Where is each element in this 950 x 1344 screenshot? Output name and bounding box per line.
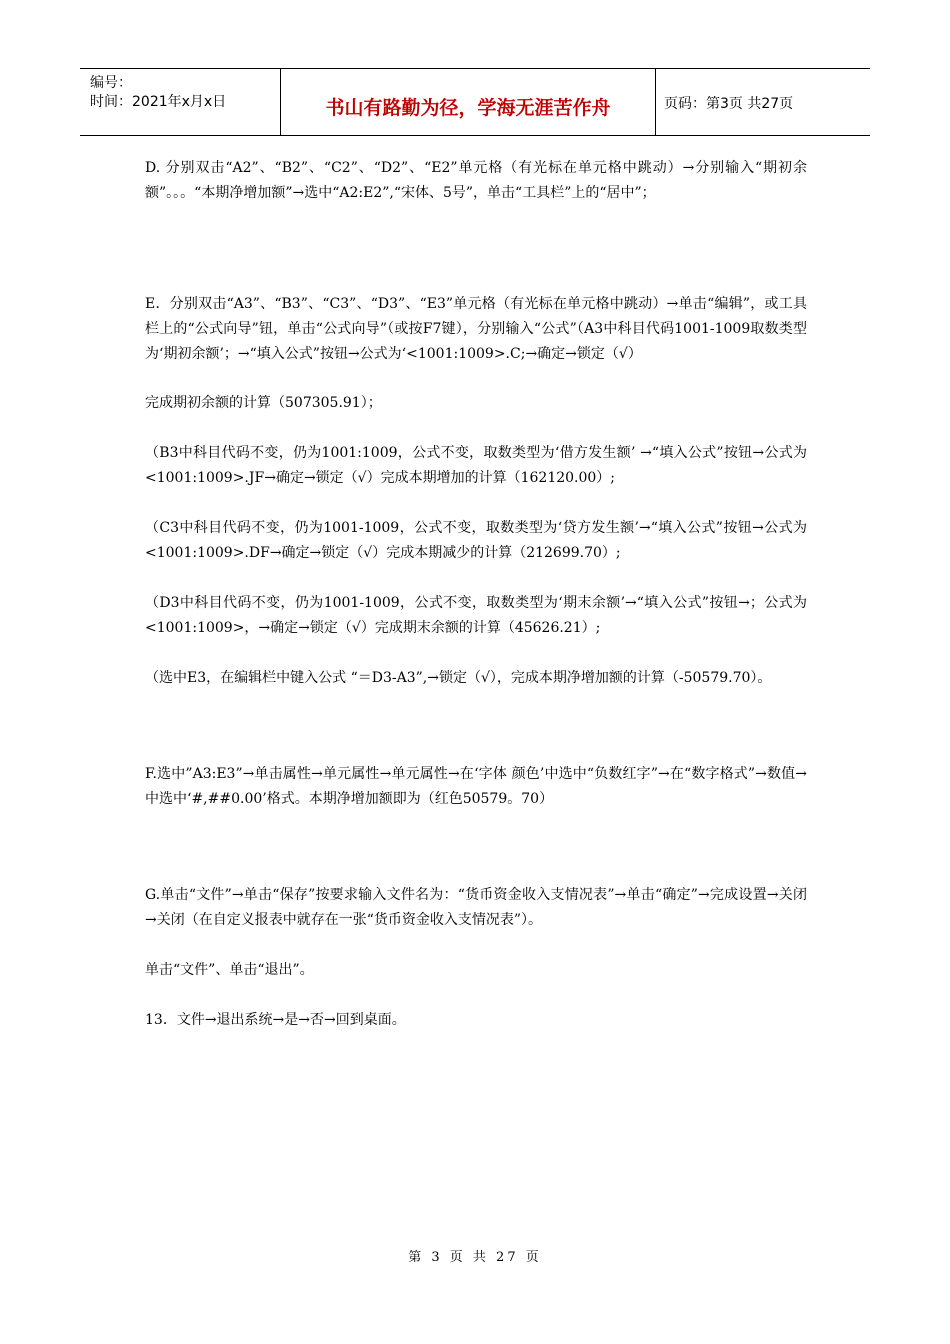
document-body [145,156,807,1033]
document-date: 时间：2021年x月x日 [90,94,227,110]
document-number-label: 编号： [90,75,132,91]
paragraph-exit: 单击“文件”、单击“退出”。 [145,962,314,978]
paragraph-step-13: 13．文件→退出系统→是→否→回到桌面。 [145,1012,406,1028]
paragraph-step-d: D. 分别双击“A2”、“B2”、“C2”、“D2”、“E2”单元格（有光标在单元格中跳动）→分别输入“期初余额”。。。“本期净增加额”→选中“A2:E2”,“宋体、5号”，单击“工具栏”上的“居中”； [145,160,807,201]
paragraph-step-e: E．分别双击“A3”、“B3”、“C3”、“D3”、“E3”单元格（有光标在单元格中跳动）→单击“编辑”，或工具栏上的“公式向导”钮，单击“公式向导”（或按F7键），分别输入“公式”（A3中科目代码1001-1009取数类型为‘期初余额’；→“填入公式”按钮→公式为‘<1001:1009>.C;→确定→锁定（√） [145,296,807,362]
page-footer: 第 3 页 共 27 页 [408,1250,542,1265]
paragraph-b3: （B3中科目代码不变，仍为1001:1009，公式不变，取数类型为‘借方发生额’ →“填入公式”按钮→公式为<1001:1009>.JF→确定→锁定（√）完成本期增加的计算（162120.00）; [145,445,807,486]
header-page-info: 页码：第3页 共27页 [664,96,794,112]
paragraph-step-g: G.单击“文件”→单击“保存”按要求输入文件名为：“货币资金收入支情况表”→单击“确定”→完成设置→关闭→关闭（在自定义报表中就存在一张“货币资金收入支情况表”）。 [145,887,807,928]
header-motto: 书山有路勤为径，学海无涯苦作舟 [281,69,656,135]
paragraph-e3: （选中E3，在编辑栏中键入公式 “＝D3-A3”,→锁定（√），完成本期净增加额的计算（-50579.70）。 [145,670,772,686]
header-meta [80,69,281,135]
paragraph-opening-balance: 完成期初余额的计算（507305.91）； [145,395,382,411]
paragraph-d3: （D3中科目代码不变，仍为1001-1009，公式不变，取数类型为‘期末余额’→“填入公式”按钮→；公式为<1001:1009>，→确定→锁定（√）完成期末余额的计算（45626.21）; [145,595,807,636]
page-header [80,68,870,136]
paragraph-step-f: F.选中”A3:E3”→单击属性→单元属性→单元属性→在‘字体 颜色’中选中“负数红字”→在“数字格式”→数值→中选中‘#,##0.00’格式。本期净增加额即为（红色50579。70） [145,766,807,807]
paragraph-c3: （C3中科目代码不变，仍为1001-1009，公式不变，取数类型为‘贷方发生额’→“填入公式”按钮→公式为<1001:1009>.DF→确定→锁定（√）完成本期减少的计算（212699.70）; [145,520,807,561]
